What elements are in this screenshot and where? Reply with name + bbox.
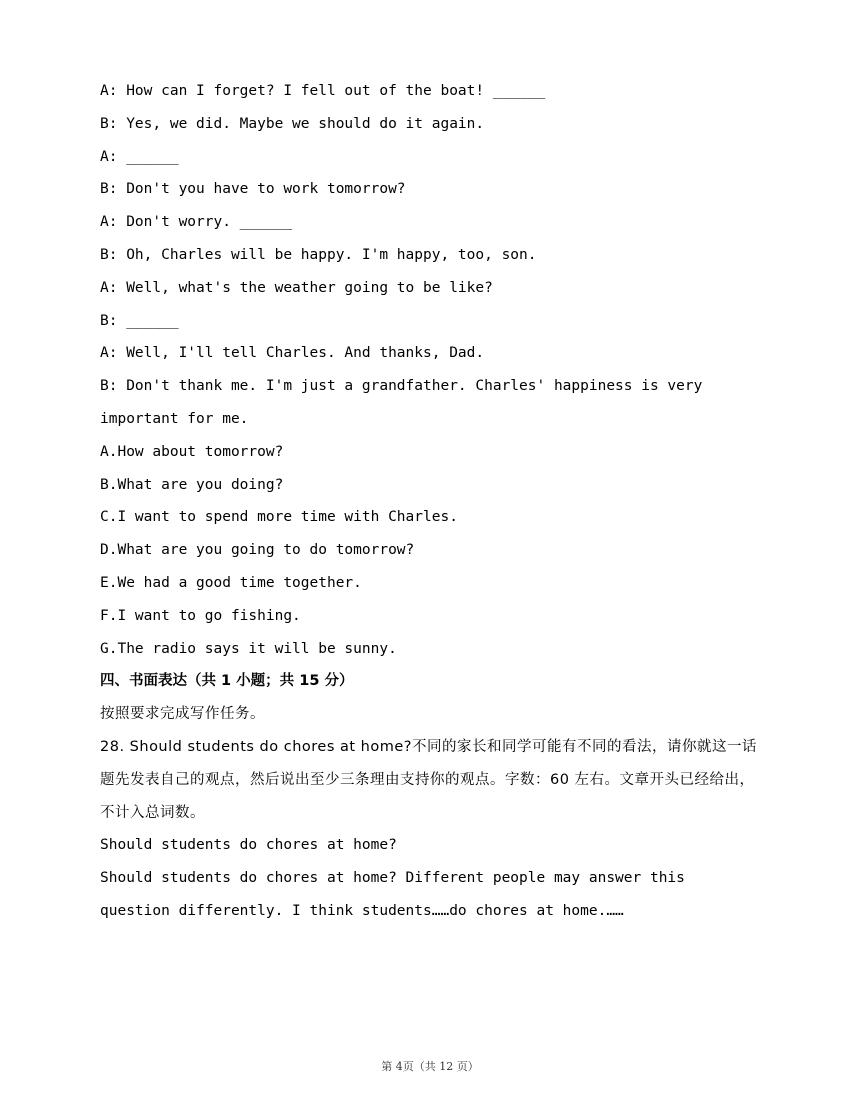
- dialogue-line: B: ______: [100, 312, 179, 329]
- question-prompt: 28. Should students do chores at home?不同的家长和同学可能有不同的看法，请你就这一话题先发表自己的观点，然后说出至少三条理由支持你的观点。字数：60 左右。文章开头已经给出，不计入总词数。: [100, 738, 757, 821]
- option-item: B.What are you doing?: [100, 476, 284, 493]
- option-item: G.The radio says it will be sunny.: [100, 640, 397, 657]
- dialogue-line: B: Don't you have to work tomorrow?: [100, 181, 406, 198]
- dialogue-line: B: Don't thank me. I'm just a grandfather. Charles' happiness is very important for me.: [100, 378, 712, 427]
- page-number: 第 4页（共 12 页）: [381, 1060, 479, 1073]
- page-content: [100, 75, 760, 928]
- option-item: C.I want to spend more time with Charles.: [100, 509, 458, 526]
- dialogue-line: A: Well, what's the weather going to be like?: [100, 279, 493, 296]
- essay-title: Should students do chores at home?: [100, 837, 397, 854]
- writing-instruction: 按照要求完成写作任务。: [100, 706, 265, 723]
- option-item: A.How about tomorrow?: [100, 443, 284, 460]
- option-item: F.I want to go fishing.: [100, 607, 301, 624]
- option-item: D.What are you going to do tomorrow?: [100, 542, 415, 559]
- dialogue-line: A: Don't worry. ______: [100, 214, 293, 231]
- dialogue-line: B: Oh, Charles will be happy. I'm happy, too, son.: [100, 246, 537, 263]
- dialogue-line: B: Yes, we did. Maybe we should do it again.: [100, 115, 485, 132]
- dialogue-line: A: How can I forget? I fell out of the boat! ______: [100, 83, 546, 99]
- section-heading: 四、书面表达（共 1 小题；共 15 分）: [100, 673, 354, 690]
- essay-opening: Should students do chores at home? Different people may answer this question differently. I think students……do chores at home.……: [100, 870, 694, 919]
- dialogue-line: A: Well, I'll tell Charles. And thanks, Dad.: [100, 345, 485, 362]
- dialogue-line: A: ______: [100, 148, 179, 165]
- option-item: E.We had a good time together.: [100, 574, 362, 591]
